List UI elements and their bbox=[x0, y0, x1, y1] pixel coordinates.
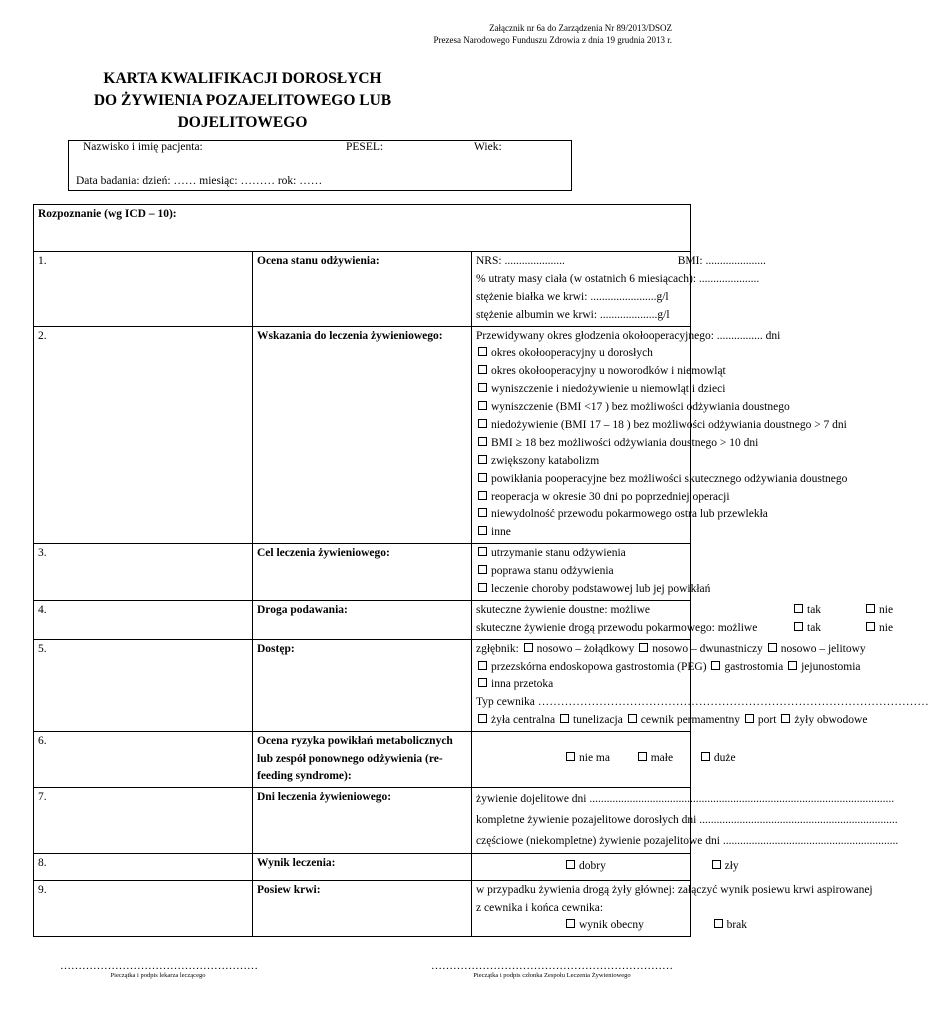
checkbox[interactable] bbox=[781, 714, 790, 723]
checkbox[interactable] bbox=[639, 643, 648, 652]
indication-label: BMI ≥ 18 bez możliwości odżywiania doustnego > 10 dni bbox=[491, 436, 759, 449]
row-label: Dni leczenia żywieniowego: bbox=[253, 787, 472, 853]
oral-route-line bbox=[476, 602, 894, 620]
row-content bbox=[472, 326, 848, 544]
checkbox[interactable] bbox=[701, 752, 710, 761]
risk-options-line bbox=[476, 750, 736, 768]
signature-left bbox=[60, 960, 256, 979]
row-label: Cel leczenia żywieniowego: bbox=[253, 544, 472, 601]
indication-label: reoperacja w okresie 30 dni po poprzedniej operacji bbox=[491, 490, 730, 503]
checkbox[interactable] bbox=[768, 643, 777, 652]
blood-culture-instruction-2: z cewnika i końca cewnika: bbox=[476, 901, 604, 914]
exam-date-line: Data badania: dzień: …… miesiąc: ……… rok: …… bbox=[76, 175, 323, 187]
goal-label: poprawa stanu odżywienia bbox=[491, 565, 614, 578]
checkbox-no[interactable] bbox=[866, 604, 875, 613]
diagnosis-label: Rozpoznanie (wg ICD – 10): bbox=[38, 208, 177, 220]
nrs-bmi-line bbox=[476, 253, 766, 271]
option-label: nie ma bbox=[579, 752, 610, 765]
row-number: 3. bbox=[34, 544, 253, 601]
bmi-field: BMI: ..................... bbox=[677, 255, 766, 267]
option-label: nosowo – żołądkowy bbox=[536, 642, 635, 655]
checkbox-yes[interactable] bbox=[794, 604, 803, 613]
row-label: Ocena stanu odżywienia: bbox=[253, 252, 472, 327]
row-treatment-goal bbox=[34, 544, 691, 601]
enteral-route-label: skuteczne żywienie drogą przewodu pokarmowego: możliwe bbox=[476, 621, 758, 634]
fasting-period-line: Przewidywany okres głodzenia okołooperacyjnego: ................ dni bbox=[476, 329, 781, 342]
row-content bbox=[472, 880, 873, 937]
albumin-line: stężenie albumin we krwi: ....................g/l bbox=[476, 308, 670, 321]
checkbox[interactable] bbox=[478, 526, 487, 535]
row-content bbox=[472, 600, 894, 639]
goal-item bbox=[476, 563, 686, 581]
signature-right bbox=[430, 960, 674, 979]
checkbox[interactable] bbox=[478, 661, 487, 670]
checkbox[interactable] bbox=[788, 661, 797, 670]
checkbox[interactable] bbox=[478, 714, 487, 723]
signature-line: ……………………………………………… bbox=[60, 960, 258, 972]
checkbox[interactable] bbox=[628, 714, 637, 723]
checkbox[interactable] bbox=[566, 860, 575, 869]
patient-name-label: Nazwisko i imię pacjenta: bbox=[83, 141, 203, 153]
option-label: inna przetoka bbox=[491, 678, 554, 691]
document-title bbox=[40, 68, 445, 134]
checkbox[interactable] bbox=[478, 547, 487, 556]
row-access bbox=[34, 639, 691, 731]
option-label: port bbox=[757, 714, 777, 727]
header-line-1: Załącznik nr 6a do Zarządzenia Nr 89/2013/DSOZ bbox=[489, 23, 672, 33]
signature-line: ………………………………………………………… bbox=[431, 960, 673, 972]
checkbox[interactable] bbox=[566, 919, 575, 928]
row-number: 5. bbox=[34, 639, 253, 731]
tube-line bbox=[476, 641, 866, 659]
no-label: nie bbox=[879, 621, 894, 634]
indication-item bbox=[476, 399, 790, 417]
indication-item bbox=[476, 435, 759, 453]
catheter-type-line: Typ cewnika ………………………………………………………………………………………… bbox=[476, 696, 929, 709]
checkbox[interactable] bbox=[478, 383, 487, 392]
age-label: Wiek: bbox=[474, 141, 502, 153]
option-label: tunelizacja bbox=[573, 714, 623, 727]
option-label: przezskórna endoskopowa gastrostomia (PEG) bbox=[491, 660, 707, 673]
row-label: Wynik leczenia: bbox=[253, 853, 472, 880]
indication-item bbox=[476, 524, 686, 542]
title-line-1: KARTA KWALIFIKACJI DOROSŁYCH bbox=[103, 70, 382, 87]
signature-caption: Pieczątka i podpis lekarza leczącego bbox=[110, 972, 206, 979]
row-number: 1. bbox=[34, 252, 253, 327]
attachment-header bbox=[434, 22, 672, 46]
option-label: żyły obwodowe bbox=[794, 714, 868, 727]
outcome-options-line bbox=[476, 858, 739, 876]
checkbox[interactable] bbox=[478, 401, 487, 410]
row-content bbox=[472, 853, 739, 880]
checkbox[interactable] bbox=[638, 752, 647, 761]
indication-item bbox=[476, 506, 768, 524]
row-content bbox=[472, 732, 736, 788]
indication-label: okres okołooperacyjny u noworodków i niemowląt bbox=[491, 365, 726, 378]
enteral-route-line bbox=[476, 620, 894, 638]
checkbox[interactable] bbox=[524, 643, 533, 652]
option-label: cewnik permamentny bbox=[640, 714, 741, 727]
no-label: nie bbox=[879, 603, 894, 616]
row-number: 4. bbox=[34, 600, 253, 639]
checkbox[interactable] bbox=[478, 508, 487, 517]
indication-label: okres okołooperacyjny u dorosłych bbox=[491, 347, 653, 360]
row-content bbox=[472, 639, 929, 731]
row-treatment-outcome bbox=[34, 853, 691, 880]
row-number: 6. bbox=[34, 732, 253, 788]
indication-item bbox=[476, 471, 848, 489]
row-content bbox=[472, 252, 766, 327]
row-refeeding-risk bbox=[34, 732, 691, 788]
checkbox[interactable] bbox=[478, 347, 487, 356]
yes-label: tak bbox=[807, 621, 822, 634]
indication-label: niedożywienie (BMI 17 – 18 ) bez możliwości odżywiania doustnego > 7 dni bbox=[491, 419, 847, 432]
option-label: gastrostomia bbox=[724, 660, 784, 673]
option-label: wynik obecny bbox=[579, 919, 644, 932]
checkbox[interactable] bbox=[478, 419, 487, 428]
option-label: małe bbox=[650, 752, 674, 765]
row-number: 8. bbox=[34, 853, 253, 880]
row-indications bbox=[34, 326, 691, 544]
row-blood-culture bbox=[34, 880, 691, 937]
option-label: żyła centralna bbox=[491, 714, 556, 727]
indication-item bbox=[476, 453, 686, 471]
goal-label: utrzymanie stanu odżywienia bbox=[491, 547, 626, 560]
blood-culture-instruction: w przypadku żywienia drogą żyły głównej: załączyć wynik posiewu krwi aspirowanej bbox=[476, 883, 873, 896]
enteral-days-line: żywienie dojelitowe dni .......................................................................................................... bbox=[476, 792, 895, 805]
row-label: Posiew krwi: bbox=[253, 880, 472, 937]
indication-label: zwiększony katabolizm bbox=[491, 454, 600, 467]
goal-label: leczenie choroby podstawowej lub jej powikłań bbox=[491, 583, 711, 596]
option-label: nosowo – jelitowy bbox=[780, 642, 866, 655]
yes-label: tak bbox=[807, 603, 822, 616]
checkbox[interactable] bbox=[566, 752, 575, 761]
diagnosis-row bbox=[34, 205, 691, 252]
row-label: Wskazania do leczenia żywieniowego: bbox=[253, 326, 472, 544]
row-treatment-days bbox=[34, 787, 691, 853]
checkbox-no[interactable] bbox=[866, 622, 875, 631]
indication-label: powikłania pooperacyjne bez możliwości skutecznego odżywiania doustnego bbox=[491, 472, 848, 485]
indication-label: inne bbox=[491, 526, 511, 539]
checkbox[interactable] bbox=[478, 491, 487, 500]
indication-label: niewydolność przewodu pokarmowego ostra lub przewlekła bbox=[491, 508, 768, 521]
header-line-2: Prezesa Narodowego Funduszu Zdrowia z dnia 19 grudnia 2013 r. bbox=[433, 35, 672, 45]
tube-label: zgłębnik: bbox=[476, 642, 519, 655]
row-number: 7. bbox=[34, 787, 253, 853]
indication-item bbox=[476, 489, 730, 507]
indication-label: wyniszczenie (BMI <17 ) bez możliwości odżywiania doustnego bbox=[491, 401, 790, 414]
culture-options-line bbox=[476, 917, 748, 935]
goal-item bbox=[476, 545, 686, 563]
option-label: jejunostomia bbox=[801, 660, 861, 673]
weight-loss-line: % utraty masy ciała (w ostatnich 6 miesiącach): ..................... bbox=[476, 272, 760, 285]
indication-item bbox=[476, 417, 847, 435]
option-label: zły bbox=[724, 859, 739, 872]
checkbox[interactable] bbox=[712, 860, 721, 869]
row-route bbox=[34, 600, 691, 639]
option-label: dobry bbox=[579, 859, 606, 872]
partial-parenteral-days-line: częściowe (niekompletne) żywienie pozajelitowe dni ............................................................. bbox=[476, 834, 899, 847]
title-line-2: DO ŻYWIENIA POZAJELITOWEGO LUB bbox=[93, 92, 392, 109]
checkbox[interactable] bbox=[745, 714, 754, 723]
row-content bbox=[472, 544, 711, 601]
indication-label: wyniszczenie i niedożywienie u niemowląt i dzieci bbox=[491, 383, 726, 396]
patient-info-box bbox=[68, 140, 572, 191]
catheter-options-line bbox=[476, 712, 868, 730]
checkbox[interactable] bbox=[478, 565, 487, 574]
pesel-label: PESEL: bbox=[346, 141, 384, 153]
checkbox[interactable] bbox=[478, 678, 487, 687]
qualification-table bbox=[33, 204, 929, 937]
goal-item bbox=[476, 581, 711, 599]
signature-caption: Pieczątka i podpis członka Zespołu Leczenia Żywieniowego bbox=[473, 972, 631, 979]
checkbox[interactable] bbox=[714, 919, 723, 928]
indication-item bbox=[476, 381, 726, 399]
checkbox[interactable] bbox=[711, 661, 720, 670]
oral-route-label: skuteczne żywienie doustne: możliwe bbox=[476, 603, 651, 616]
protein-line: stężenie białka we krwi: .......................g/l bbox=[476, 290, 669, 303]
checkbox[interactable] bbox=[478, 437, 487, 446]
checkbox[interactable] bbox=[478, 455, 487, 464]
diagnosis-cell bbox=[34, 205, 691, 252]
row-nutrition-status bbox=[34, 252, 691, 327]
checkbox[interactable] bbox=[560, 714, 569, 723]
row-label: Droga podawania: bbox=[253, 600, 472, 639]
checkbox-yes[interactable] bbox=[794, 622, 803, 631]
row-number: 2. bbox=[34, 326, 253, 544]
stoma-line bbox=[476, 659, 861, 677]
complete-parenteral-days-line: kompletne żywienie pozajelitowe dorosłych dni ..................................................................... bbox=[476, 813, 898, 826]
row-label: Ocena ryzyka powikłań metabolicznych lub zespół ponownego odżywienia (re-feeding syndrome): bbox=[253, 732, 472, 788]
checkbox[interactable] bbox=[478, 583, 487, 592]
option-label: duże bbox=[713, 752, 736, 765]
row-content bbox=[472, 787, 899, 853]
other-fistula-line bbox=[476, 676, 686, 694]
row-label: Dostęp: bbox=[253, 639, 472, 731]
indication-item bbox=[476, 363, 726, 381]
option-label: brak bbox=[726, 919, 748, 932]
row-number: 9. bbox=[34, 880, 253, 937]
nrs-field: NRS: ..................... bbox=[476, 255, 565, 267]
title-line-3: DOJELITOWEGO bbox=[177, 114, 308, 131]
indication-item bbox=[476, 345, 686, 363]
option-label: nosowo – dwunastniczy bbox=[652, 642, 763, 655]
checkbox[interactable] bbox=[478, 473, 487, 482]
checkbox[interactable] bbox=[478, 365, 487, 374]
